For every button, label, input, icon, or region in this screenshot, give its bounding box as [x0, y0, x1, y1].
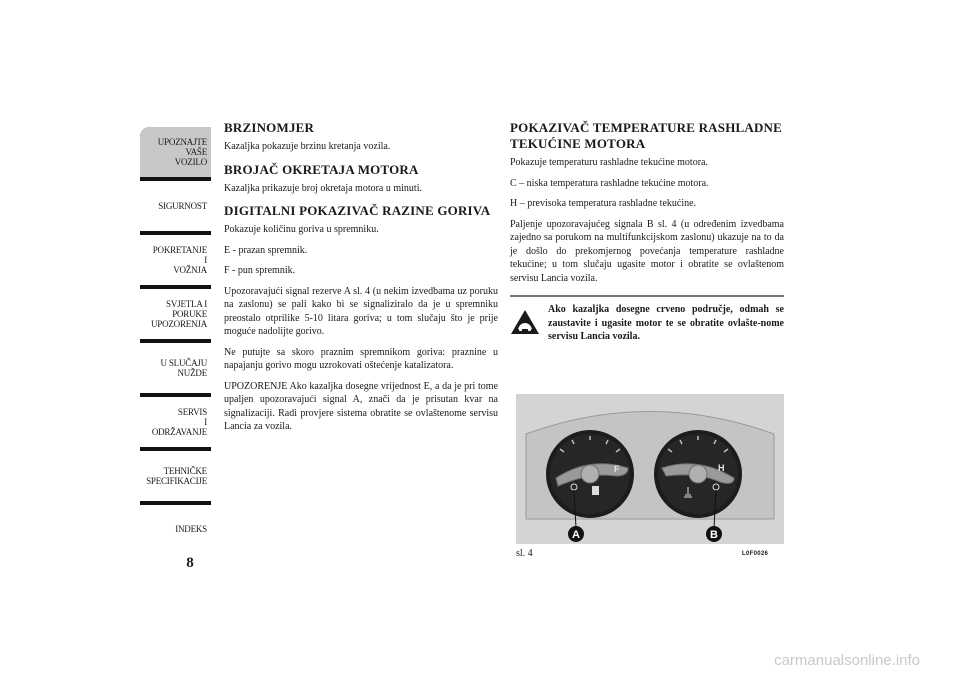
label-a-text: A	[572, 529, 580, 541]
gauge-full-mark: F	[614, 464, 620, 474]
figure-caption: sl. 4	[516, 548, 533, 559]
tab-sigurnost[interactable]	[140, 181, 211, 231]
temperature-gauge	[654, 430, 742, 518]
label-b	[706, 526, 722, 542]
section-title: DIGITALNI POKAZIVAČ RAZINE GORIVA	[224, 203, 491, 218]
label-a	[568, 526, 584, 542]
right-column	[510, 120, 784, 344]
section-razina-goriva	[224, 203, 498, 434]
tab-label: U SLUČAJU NUŽDE	[160, 358, 207, 378]
tab-u-slucaju-nuzde[interactable]	[140, 343, 211, 393]
tab-label: UPOZNAJTE VAŠE VOZILO	[157, 137, 207, 167]
tab-label: SVJETLA I PORUKE UPOZORENJA	[150, 299, 207, 329]
gauge-hot-mark: H	[718, 463, 725, 473]
warning-box	[510, 295, 784, 344]
paragraph: C – niska temperatura rashladne tekućine motora.	[510, 177, 709, 189]
section-brzinomjer	[224, 120, 498, 154]
tab-upoznajte-vase-vozilo[interactable]	[140, 127, 211, 177]
tab-tehnicke-specifikacije[interactable]	[140, 451, 211, 501]
paragraph: Paljenje upozoravajućeg signala B sl. 4 (u određenim izvedbama zajedno sa porukom na multifunkcijskom zaslonu) ukazuje na to da je došlo do prekomjernog povećanja temperature rashladne tekućine; u tom slučaju ugasite motor i obratite se ovlaštenom servisu Lancia vozila.	[510, 218, 784, 284]
figure-code: L0F0026	[742, 551, 769, 557]
tab-label: INDEKS	[175, 523, 207, 534]
section-title: BROJAČ OKRETAJA MOTORA	[224, 161, 419, 177]
tab-svjetla-i-poruke[interactable]	[140, 289, 211, 339]
warning-text: Ako kazaljka dosegne crveno područje, odmah se zaustavite i ugasite motor te se obratite ovlašte-nome servisu Lancia vozila.	[548, 304, 784, 342]
tab-label: SIGURNOST	[158, 201, 207, 211]
paragraph: E - prazan spremnik.	[224, 244, 308, 256]
tab-pokretanje-i-voznja[interactable]	[140, 235, 211, 285]
label-b-text: B	[710, 529, 718, 541]
section-brojac-okretaja	[224, 162, 498, 196]
tab-label: SERVIS I ODRŽAVANJE	[151, 407, 207, 437]
paragraph: H – previsoka temperatura rashladne tekućine.	[510, 198, 697, 209]
paragraph: Pokazuje temperaturu rashladne tekućine motora.	[510, 157, 708, 168]
paragraph: UPOZORENJE Ako kazaljka dosegne vrijednost E, a da je pri tome upaljen upozoravajući signal A, znači da je prisutan kvar na signalizaciji. Radi provjere sistema obratite se ovlaštenome servisu Lancia za vozila.	[224, 380, 498, 432]
watermark: carmanualsonline.info	[774, 652, 920, 669]
tab-label: POKRETANJE I VOŽNJA	[152, 245, 207, 275]
fuel-gauge	[546, 430, 634, 518]
page-number: 8	[186, 555, 194, 571]
instrument-cluster-figure	[516, 394, 784, 544]
paragraph: Kazaljka prikazuje broj okretaja motora u minuti.	[224, 182, 422, 194]
left-column	[224, 120, 498, 442]
tab-servis-i-odrzavanje[interactable]	[140, 397, 211, 447]
paragraph: Kazaljka pokazuje brzinu kretanja vozila.	[224, 141, 391, 152]
tab-label: TEHNIČKE SPECIFIKACIJE	[146, 466, 207, 486]
gauges-illustration	[516, 394, 784, 544]
car-warning-icon	[510, 309, 540, 335]
paragraph: Ne putujte sa skoro praznim spremnikom goriva: praznine u napajanju gorivo mogu uzrokovati oštećenje katalizatora.	[224, 346, 498, 371]
paragraph: Pokazuje količinu goriva u spremniku.	[224, 224, 379, 235]
tab-indeks[interactable]	[140, 505, 211, 552]
section-title: BRZINOMJER	[224, 120, 315, 135]
section-title: POKAZIVAČ TEMPERATURE RASHLADNE TEKUĆINE MOTORA	[510, 120, 783, 151]
chapter-sidebar	[140, 127, 211, 552]
paragraph: F - pun spremnik.	[224, 265, 296, 276]
paragraph: Upozoravajući signal rezerve A sl. 4 (u nekim izvedbama uz poruku na zaslonu) se pali kako bi se signaliziralo da je u spremniku preostalo otprilike 5-10 litara goriva; u tom slučaju što je prije moguće nadolijte gorivo.	[224, 285, 498, 337]
